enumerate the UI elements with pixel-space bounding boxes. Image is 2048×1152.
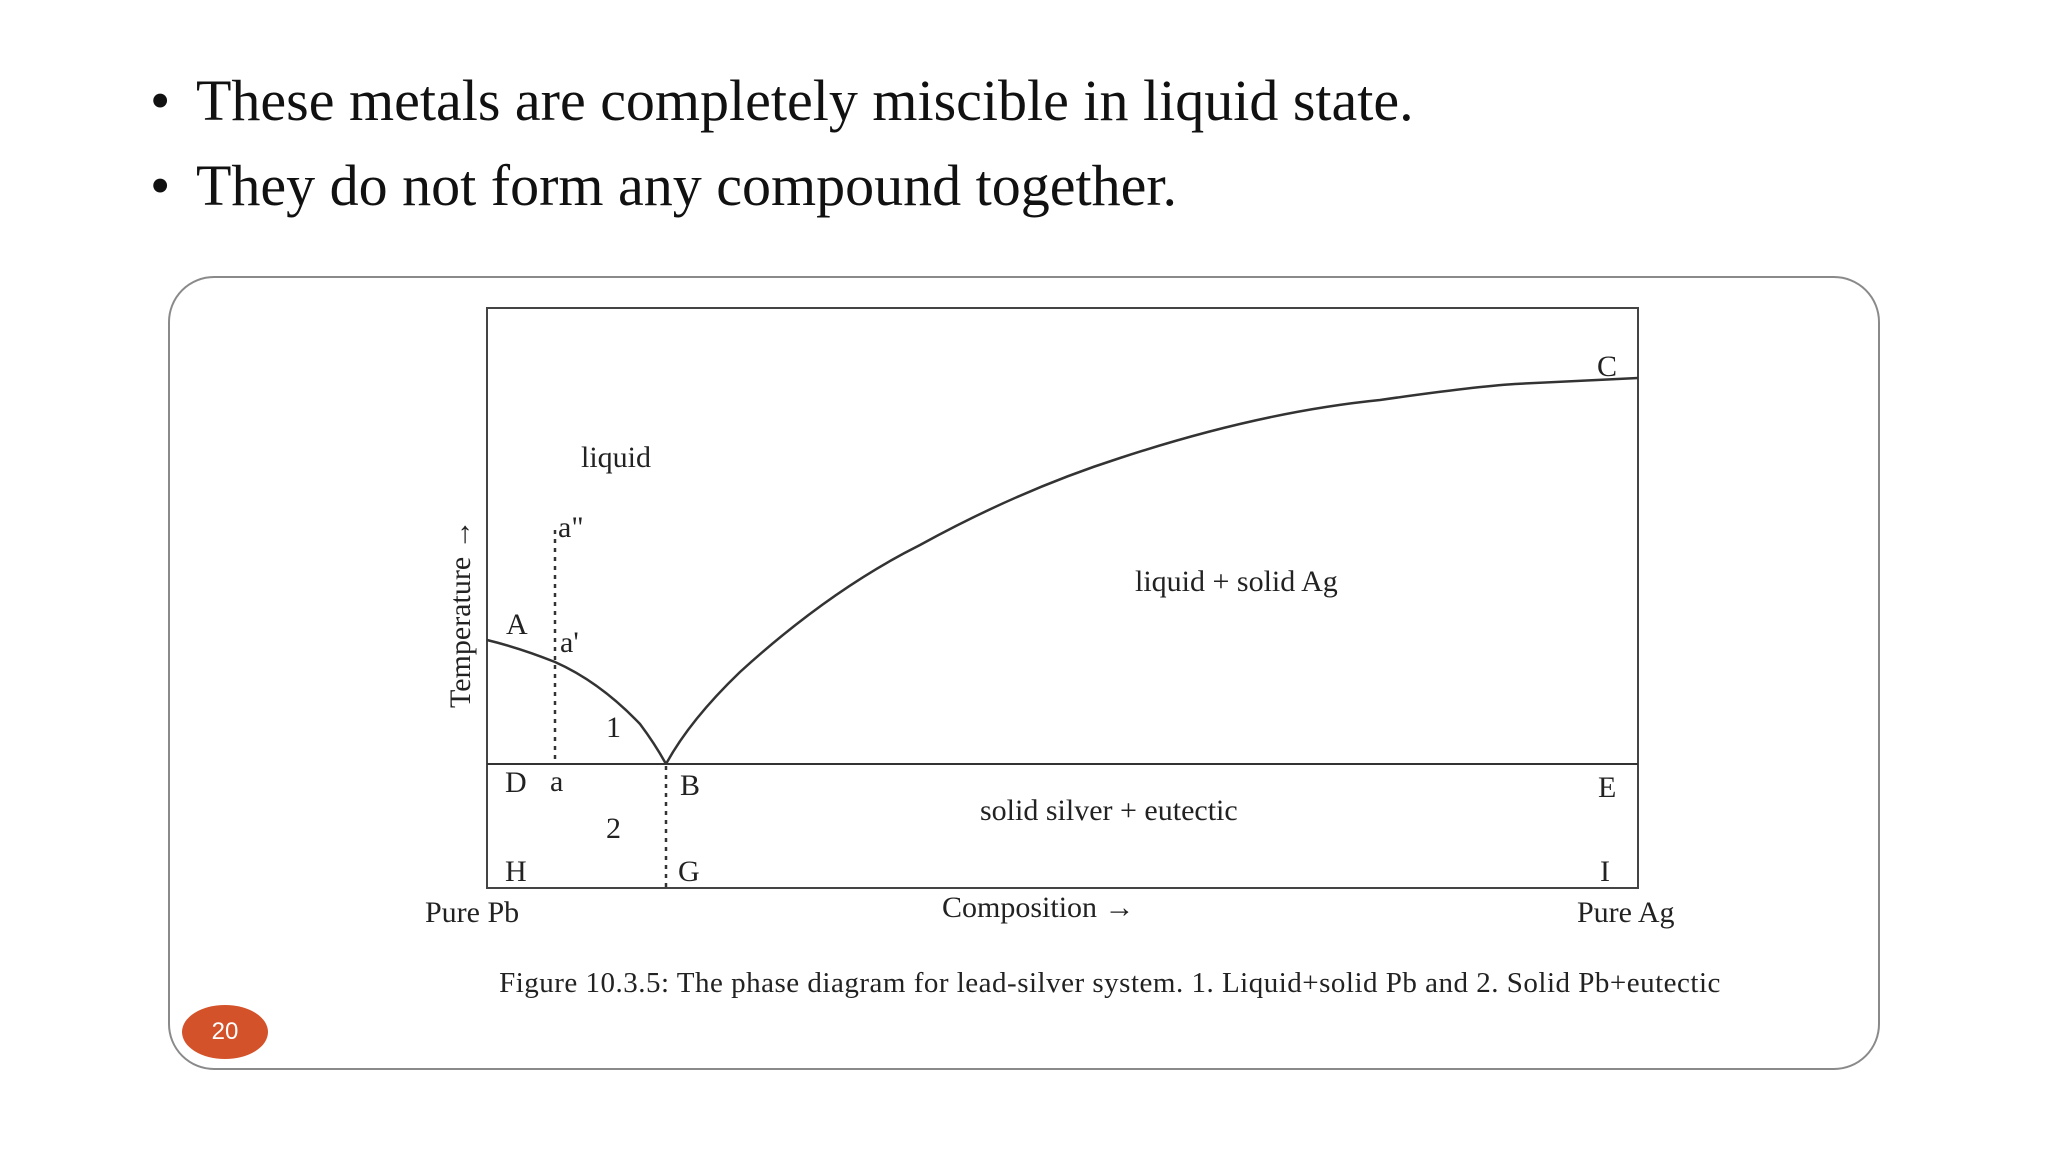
slide-number-badge: 20: [182, 1005, 268, 1059]
label-point-b: B: [680, 769, 701, 802]
label-region-1: 1: [606, 711, 621, 744]
label-point-h: H: [505, 855, 527, 888]
label-solid-silver-eutectic: solid silver + eutectic: [980, 794, 1238, 827]
label-point-i: I: [1600, 855, 1610, 888]
label-point-e: E: [1598, 771, 1617, 804]
label-point-c: C: [1597, 350, 1618, 383]
x-axis-left-label: Pure Pb: [425, 896, 520, 929]
label-point-a-double-prime: a": [558, 511, 584, 544]
label-point-a: a: [550, 765, 564, 798]
figure-caption: Figure 10.3.5: The phase diagram for lead-silver system. 1. Liquid+solid Pb and 2. Solid Pb+eutectic: [499, 967, 1721, 999]
label-point-a-prime: a': [560, 626, 579, 659]
x-axis-label: Composition →: [942, 891, 1135, 924]
label-liquid-solid-ag: liquid + solid Ag: [1135, 565, 1338, 598]
label-point-g: G: [678, 855, 700, 888]
label-region-2: 2: [606, 812, 621, 845]
bullet-item: • They do not form any compound together.: [150, 143, 1414, 228]
x-axis-right-label: Pure Ag: [1577, 896, 1675, 929]
label-point-a-cap: A: [506, 608, 528, 641]
bullet-item: • These metals are completely miscible in liquid state.: [150, 58, 1414, 143]
label-liquid: liquid: [581, 441, 652, 474]
label-point-d: D: [505, 766, 527, 799]
y-axis-label: Temperature →: [444, 519, 477, 708]
